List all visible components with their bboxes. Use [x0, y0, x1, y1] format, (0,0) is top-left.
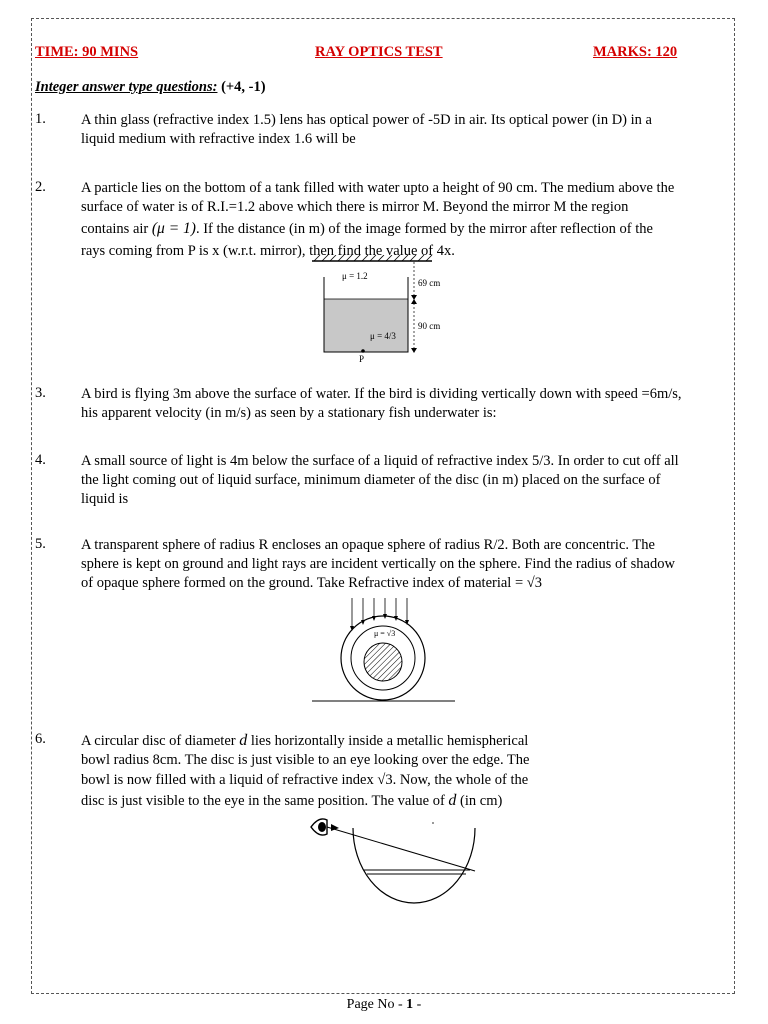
sqrt-three: √3	[377, 772, 393, 788]
page-number: Page No - 1 -	[346, 997, 422, 1012]
marking-scheme: (+4, -1)	[221, 79, 266, 95]
sqrt-three: √3	[526, 575, 542, 591]
mu-equals-one: (μ = 1)	[151, 220, 196, 237]
time-label: TIME: 90 MINS	[35, 44, 139, 60]
section-heading	[35, 79, 266, 96]
mu-sphere-label: μ = √3	[374, 629, 396, 638]
question-2: A particle lies on the bottom of a tank filled with water upto a height of 90 cm. The medium above the surface of water is of R.I.=1.2 above which there is mirror M. Beyond the mirror M the region contains air (μ = 1). If the distance (in m) of the image formed by the mirror after reflection of the rays coming from P is x (w.r.t. mirror), then find the value of 4x.	[81, 180, 675, 259]
question-number: 2.	[35, 179, 46, 195]
question-number: 5.	[35, 536, 46, 552]
point-p-label: P	[359, 354, 365, 364]
question-1: A thin glass (refractive index 1.5) lens has optical power of -5D in air. Its optical power (in D) in a liquid medium with refractive index 1.6 will be	[81, 112, 652, 147]
mu-air-label: μ = 1.2	[342, 271, 368, 281]
question-5: A transparent sphere of radius R encloses an opaque sphere of radius R/2. Both are concentric. The sphere is kept on ground and light rays are incident vertically on the sphere. Find the radius of shadow of opaque sphere formed on the ground. Take Refractive index of material = √3	[81, 537, 675, 591]
concentric-spheres-diagram	[310, 594, 460, 706]
variable-d: d	[448, 792, 457, 809]
question-number: 1.	[35, 111, 46, 127]
question-number: 6.	[35, 731, 46, 747]
question-number: 4.	[35, 452, 46, 468]
height-90-label: 90 cm	[418, 321, 441, 331]
question-4: A small source of light is 4m below the surface of a liquid of refractive index 5/3. In order to cut off all the light coming out of liquid surface, minimum diameter of the disc (in m) placed on the surface of liquid is	[81, 453, 679, 507]
question-number: 3.	[35, 385, 46, 401]
test-title: RAY OPTICS TEST	[315, 44, 443, 60]
eye-bowl-diagram	[305, 810, 505, 920]
variable-d: d	[239, 732, 248, 749]
section-title: Integer answer type questions:	[35, 79, 218, 95]
mu-water-label: μ = 4/3	[370, 331, 396, 341]
tank-mirror-diagram	[308, 255, 458, 370]
height-69-label: 69 cm	[418, 278, 441, 288]
question-3: A bird is flying 3m above the surface of water. If the bird is dividing vertically down with speed =6m/s, his apparent velocity (in m/s) as seen by a stationary fish underwater is:	[81, 386, 682, 421]
question-6: A circular disc of diameter d lies horizontally inside a metallic hemispherical bowl radius 8cm. The disc is just visible to an eye looking over the edge. The bowl is now filled with a liquid of refractive index √3. Now, the whole of the disc is just visible to the eye in the same position. The value of d (in cm)	[81, 732, 530, 809]
marks-label: MARKS: 120	[593, 44, 678, 60]
